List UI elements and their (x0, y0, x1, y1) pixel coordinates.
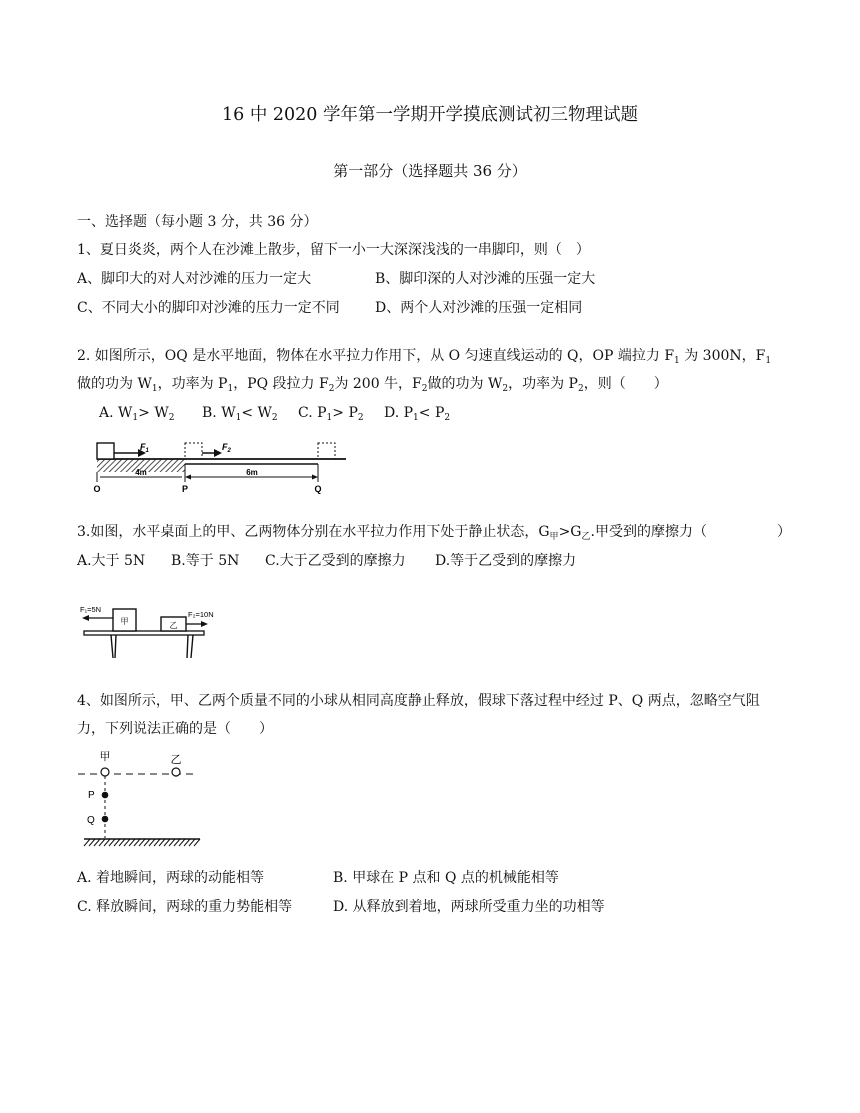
q3-label-block-a: 甲 (120, 617, 129, 626)
q2-dim-label-4m: 4m (135, 468, 147, 477)
q4-ground-hatching (84, 839, 200, 846)
q4-option-b: B. 甲球在 P 点和 Q 点的机械能相等 (333, 870, 559, 886)
q4-ball-b (172, 768, 180, 776)
q2-dim-arrow-p (185, 475, 191, 480)
q4-option-d: D. 从释放到着地，两球所受重力坐的功相等 (333, 899, 605, 915)
q3-option-b: B.等于 5N (171, 553, 240, 569)
q2-label-f1: $F_1$ (140, 442, 149, 454)
q2-label-o: O (93, 484, 101, 494)
q3-table-leg-right (187, 635, 188, 658)
q4-option-a: A. 着地瞬间，两球的动能相等 (77, 870, 265, 886)
q2-block-at-p (185, 443, 202, 459)
q3-stem-end: ） (777, 524, 791, 540)
q3-table-leg-right-2 (191, 635, 193, 658)
q1-option-b: B、脚印深的人对沙滩的压强一定大 (375, 271, 596, 287)
q1-option-a: A、脚印大的对人对沙滩的压力一定大 (77, 271, 312, 287)
q4-ball-a (101, 768, 109, 776)
q4-label-q: Q (87, 815, 95, 826)
q3-figure (78, 600, 214, 662)
q4-point-p (102, 792, 109, 799)
q1-option-d: D、两个人对沙滩的压强一定相同 (375, 300, 583, 316)
q2-figure (88, 436, 354, 496)
q3-stem: 3.如图，水平桌面上的甲、乙两物体分别在水平拉力作用下处于静止状态，$G_甲>G_乙$.甲受到的摩擦力（ (77, 524, 707, 542)
q2-dim-arrow-q (312, 475, 318, 480)
q4-point-q (102, 816, 109, 823)
q2-line1: 2. 如图所示，OQ 是水平地面，物体在水平拉力作用下，从 O 匀速直线运动的 Q，OP 端拉力 $F_1$ 为 300N，$F_1$ (77, 348, 772, 366)
q3-label-f2: F₂=10N (188, 610, 214, 619)
q2-label-p: P (181, 484, 189, 494)
q3-option-d: D.等于乙受到的摩擦力 (435, 553, 577, 569)
q3-arrowhead-f2 (201, 621, 208, 627)
q4-label-ball-b: 乙 (170, 753, 182, 766)
q2-option-c: C. $P_1> P_2$ (298, 405, 364, 423)
q4-label-ball-a: 甲 (99, 750, 111, 763)
q4-line1: 4、如图所示，甲、乙两个质量不同的小球从相同高度静止释放，假球下落过程中经过 P、Q 两点，忽略空气阻 (77, 693, 760, 709)
q2-dim-label-6m: 6m (246, 468, 258, 477)
q2-label-q: Q (314, 484, 322, 494)
q2-option-a: A. $W_1> W_2$ (99, 405, 175, 423)
q2-block-at-o (97, 443, 114, 459)
q4-line2: 力，下列说法正确的是（ ） (77, 721, 273, 737)
section-subtitle: 第一部分（选择题共 36 分） (333, 162, 527, 180)
q3-table-leg-left-2 (115, 635, 116, 658)
q3-table-leg-left (111, 635, 113, 658)
q2-arrowhead-f2 (214, 449, 222, 457)
q2-label-f2: $F_2$ (222, 442, 231, 454)
q1-stem: 1、夏日炎炎，两个人在沙滩上散步，留下一小一大深深浅浅的一串脚印，则（ ） (77, 242, 590, 258)
q3-label-block-b: 乙 (169, 621, 178, 630)
q1-option-c: C、不同大小的脚印对沙滩的压力一定不同 (77, 300, 340, 316)
page-title: 16 中 2020 学年第一学期开学摸底测试初三物理试题 (222, 105, 638, 125)
q3-label-f1: F₁=5N (80, 605, 102, 614)
section-heading: 一、选择题（每小题 3 分，共 36 分） (77, 214, 318, 230)
q2-option-b: B. $W_1< W_2$ (202, 405, 278, 423)
q4-label-p: P (88, 790, 95, 801)
q2-block-at-q (318, 443, 335, 459)
q3-arrowhead-f1 (82, 615, 89, 621)
q3-option-a: A.大于 5N (77, 553, 146, 569)
q2-line2: 做的功为 $W_1$，功率为 $P_1$，PQ 段拉力 $F_2$为 200 牛，$F_2$做的功为 $W_2$，功率为 $P_2$，则（ ） (77, 376, 668, 394)
q4-option-c: C. 释放瞬间，两球的重力势能相等 (77, 899, 293, 915)
q2-option-d: D. $P_1< P_2$ (384, 405, 451, 423)
q3-option-c: C.大于乙受到的摩擦力 (265, 553, 406, 569)
q4-figure (74, 745, 204, 857)
